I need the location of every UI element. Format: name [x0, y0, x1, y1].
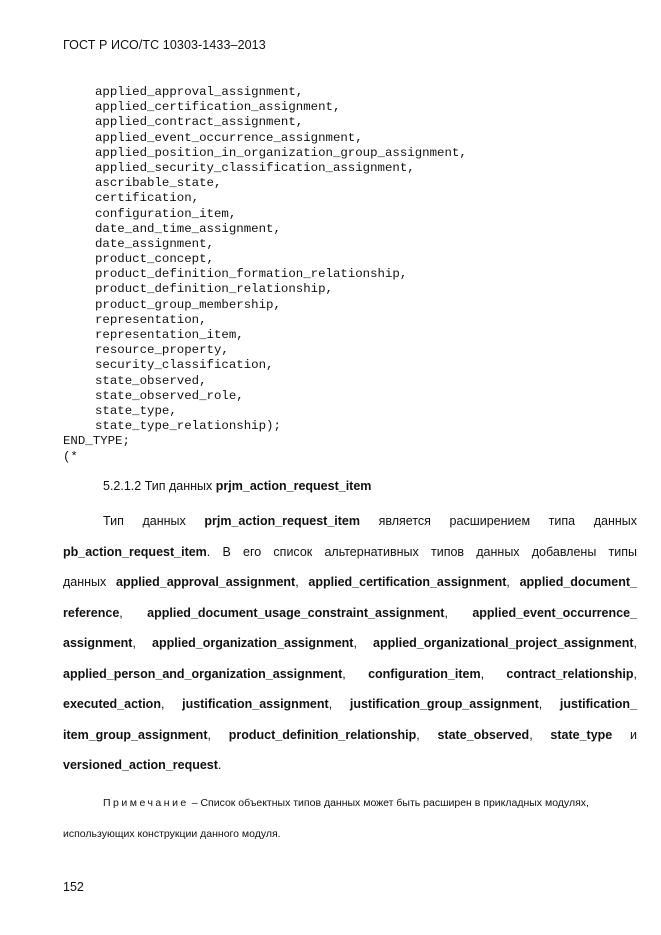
text-run: ,	[444, 605, 473, 620]
code-line: applied_approval_assignment,	[95, 85, 304, 99]
type-name: applied_event_occurrence_	[472, 605, 637, 620]
type-name: applied_document_	[519, 575, 637, 589]
type-name: product_definition_relationship	[228, 727, 417, 742]
code-line: state_observed_role,	[95, 388, 244, 403]
express-code-block	[63, 85, 467, 465]
code-line: date_and_time_assignment,	[95, 221, 281, 236]
type-name: justification_	[559, 697, 638, 711]
type-name: executed_action	[63, 697, 161, 711]
type-name: state_type	[550, 727, 613, 742]
type-name: pb_action_request_item	[63, 544, 207, 559]
type-name: applied_person_and_organization_assignment	[63, 666, 343, 681]
type-name: contract_relationship	[506, 666, 634, 681]
code-line: applied_position_in_organization_group_assignment,	[95, 145, 467, 160]
code-line: product_definition_relationship,	[95, 282, 333, 297]
code-line: applied_security_classification_assignment,	[95, 160, 415, 175]
paragraph-line	[63, 598, 637, 629]
text-run: ,	[342, 666, 369, 681]
text-run: ,	[416, 727, 438, 742]
type-name: applied_organization_assignment	[152, 636, 354, 650]
paragraph-line	[63, 506, 637, 537]
text-run: ,	[633, 666, 638, 681]
code-line: representation,	[95, 312, 207, 327]
page-number: 152	[63, 880, 84, 894]
note-text: – Список объектных типов данных может быть расширен в прикладных модулях,	[188, 797, 589, 809]
code-line: applied_certification_assignment,	[95, 100, 341, 115]
code-line: date_assignment,	[95, 236, 214, 251]
type-name: prjm_action_request_item	[204, 514, 360, 528]
text-run: ,	[529, 727, 551, 742]
code-line: security_classification,	[95, 358, 274, 373]
text-run: данных	[63, 575, 116, 589]
code-line: product_definition_formation_relationship,	[95, 267, 408, 282]
type-name: state_observed	[437, 727, 530, 742]
section-number-title: 5.2.1.2 Тип данных	[103, 479, 216, 493]
paragraph-line	[63, 537, 637, 568]
text-run: ,	[506, 575, 520, 589]
note-line: использующих конструкции данного модуля.	[63, 828, 281, 840]
text-run: .	[217, 758, 222, 772]
code-line: product_group_membership,	[95, 297, 281, 312]
type-name: assignment	[63, 636, 133, 650]
type-name: configuration_item	[368, 666, 481, 681]
code-line: state_type_relationship);	[95, 419, 281, 434]
text-run: ,	[207, 727, 229, 742]
code-comment-open: (*	[63, 449, 78, 464]
paragraph-line	[63, 750, 637, 781]
text-run: Тип данных	[103, 514, 205, 528]
paragraph-line	[63, 720, 637, 751]
type-name: applied_approval_assignment	[116, 575, 296, 589]
paragraph-line	[63, 659, 637, 690]
note-label: Примечание	[103, 797, 189, 809]
body-paragraph	[63, 506, 637, 781]
section-heading	[103, 479, 371, 493]
text-run: ,	[295, 575, 309, 589]
paragraph-line	[63, 689, 637, 720]
type-name: justification_group_assignment	[349, 697, 539, 711]
text-run: является расширением типа данных	[359, 514, 637, 528]
document-header: ГОСТ Р ИСО/ТС 10303-1433–2013	[63, 38, 266, 52]
type-name: reference	[63, 605, 120, 620]
code-line: applied_contract_assignment,	[95, 115, 304, 130]
note-line	[63, 788, 637, 819]
type-name: versioned_action_request	[63, 758, 218, 772]
paragraph-line	[63, 567, 637, 598]
code-line: product_concept,	[95, 252, 214, 267]
text-run: ,	[328, 697, 350, 711]
code-line: certification,	[95, 191, 200, 206]
text-run: ,	[353, 636, 374, 650]
section-type-name: prjm_action_request_item	[215, 479, 372, 493]
code-line: state_type,	[95, 403, 177, 418]
note-block	[63, 788, 637, 850]
text-run: ,	[633, 636, 637, 650]
code-end-type: END_TYPE;	[63, 434, 130, 449]
paragraph-line	[63, 628, 637, 659]
text-run: ,	[119, 605, 148, 620]
text-run: ,	[480, 666, 507, 681]
type-name: applied_organizational_project_assignment	[373, 636, 634, 650]
code-line: resource_property,	[95, 343, 229, 358]
text-run: ,	[538, 697, 560, 711]
code-line: representation_item,	[95, 328, 244, 342]
type-name: item_group_assignment	[63, 727, 208, 742]
text-run: . В его список альтернативных типов данных добавлены типы	[206, 544, 637, 559]
code-line: ascribable_state,	[95, 176, 222, 191]
code-line: configuration_item,	[95, 206, 237, 221]
text-run: ,	[132, 636, 153, 650]
text-run: и	[612, 727, 637, 742]
code-line: applied_event_occurrence_assignment,	[95, 130, 363, 145]
type-name: applied_document_usage_constraint_assignment	[147, 605, 445, 620]
text-run: ,	[160, 697, 183, 711]
code-line: state_observed,	[95, 373, 207, 388]
type-name: justification_assignment	[182, 697, 329, 711]
type-name: applied_certification_assignment	[308, 575, 507, 589]
